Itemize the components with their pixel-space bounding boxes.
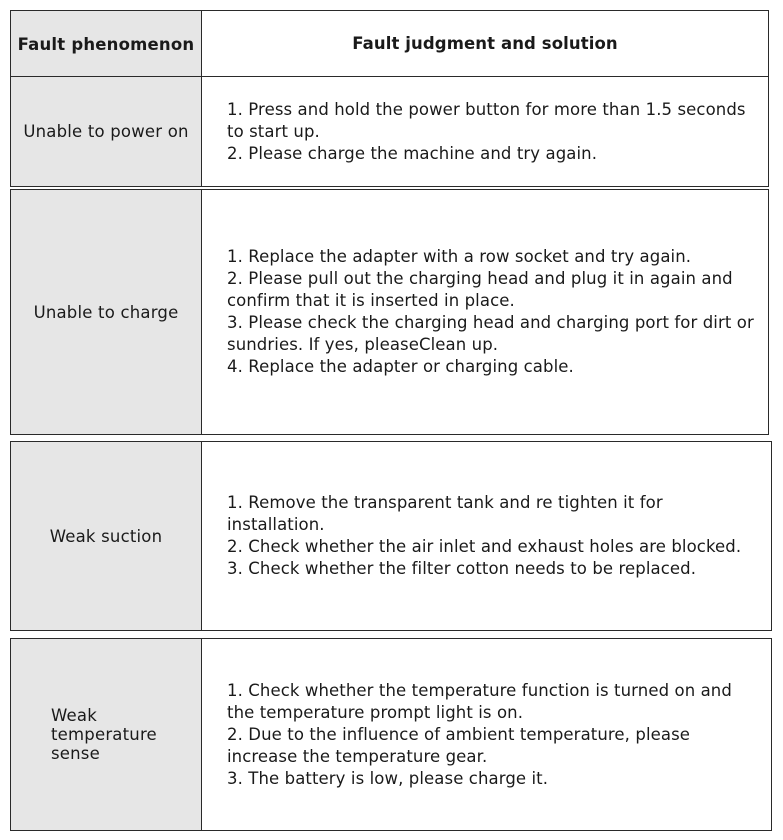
solution-cell <box>202 77 768 186</box>
solution-list <box>227 492 763 580</box>
table-row <box>10 189 769 435</box>
table-header <box>10 10 769 78</box>
solution-cell <box>202 639 771 830</box>
phenomenon-line: Weak <box>51 706 97 725</box>
solution-list <box>227 99 760 165</box>
solution-step: 2. Please pull out the charging head and plug it in again and confirm that it is inserted in place. <box>227 269 733 310</box>
solution-step: 1. Replace the adapter with a row socket and try again. <box>227 247 692 266</box>
header-fault-phenomenon: Fault phenomenon <box>11 11 202 77</box>
table-row <box>10 441 772 631</box>
solution-list <box>227 246 760 378</box>
fault-phenomenon-cell: Unable to power on <box>11 77 202 186</box>
fault-phenomenon-text <box>51 706 157 763</box>
fault-phenomenon-cell: Weak suction <box>11 442 202 630</box>
solution-cell <box>202 442 771 630</box>
table-row <box>10 638 772 831</box>
solution-step: 2. Due to the influence of ambient temperature, please increase the temperature gear. <box>227 724 691 766</box>
table-row <box>10 76 769 187</box>
phenomenon-line: sense <box>51 744 100 763</box>
solution-step: 1. Check whether the temperature function is turned on and the temperature prompt light is on. <box>227 680 732 722</box>
solution-step: 1. Press and hold the power button for more than 1.5 seconds to start up. <box>227 99 746 141</box>
solution-step: 2. Please charge the machine and try again. <box>227 143 598 163</box>
solution-step: 2. Check whether the air inlet and exhaust holes are blocked. <box>227 537 742 556</box>
solution-step: 4. Replace the adapter or charging cable. <box>227 357 574 376</box>
solution-step: 1. Remove the transparent tank and re tighten it for installation. <box>227 493 663 534</box>
solution-list <box>227 680 763 790</box>
phenomenon-line: temperature <box>51 725 157 744</box>
fault-phenomenon-cell <box>11 639 202 830</box>
header-fault-judgment-solution: Fault judgment and solution <box>202 11 768 77</box>
solution-step: 3. Please check the charging head and charging port for dirt or sundries. If yes, pleaseClean up. <box>227 313 754 354</box>
solution-step: 3. Check whether the filter cotton needs to be replaced. <box>227 559 697 578</box>
solution-cell <box>202 190 768 434</box>
solution-step: 3. The battery is low, please charge it. <box>227 768 549 788</box>
fault-phenomenon-cell: Unable to charge <box>11 190 202 434</box>
